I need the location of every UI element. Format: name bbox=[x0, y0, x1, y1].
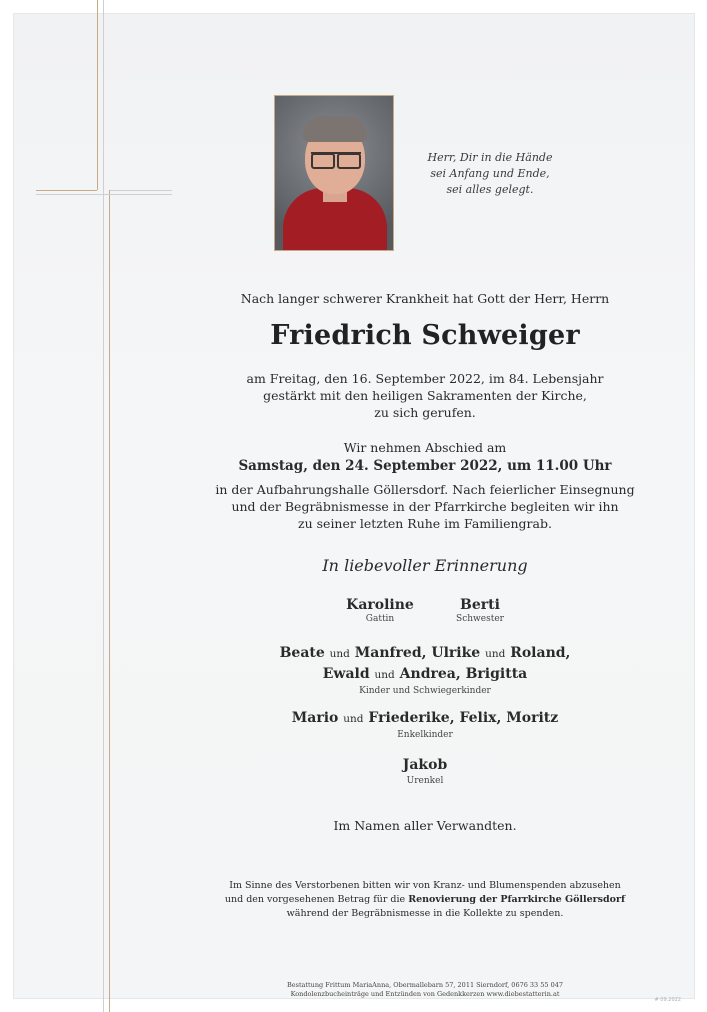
mourner-name: Moritz bbox=[506, 710, 559, 726]
memory-heading: In liebevoller Erinnerung bbox=[322, 556, 528, 575]
separator: , bbox=[421, 645, 427, 661]
donation-line: Im Sinne des Verstorbenen bitten wir von Kranz- und Blumenspenden abzusehen bbox=[229, 880, 621, 891]
mourner-role: Enkelkinder bbox=[397, 730, 453, 740]
ceremony-line: und der Begräbnismesse in der Pfarrkirche begleiten wir ihn bbox=[231, 499, 619, 514]
mourner-name: Mario bbox=[291, 710, 339, 726]
ceremony-line: zu seiner letzten Ruhe im Familiengrab. bbox=[298, 516, 552, 531]
relatives-line: Im Namen aller Verwandten. bbox=[333, 818, 517, 833]
mourners-great-grandchildren bbox=[160, 755, 690, 787]
footer-line: Bestattung Frittum MariaAnna, Obermallebarn 57, 2011 Sierndorf, 0676 33 55 047 bbox=[286, 981, 563, 989]
death-notice bbox=[160, 370, 690, 421]
footer-line: Kondolenzbucheinträge und Entzünden von Gedenkkerzen www.diebestatterin.at bbox=[290, 990, 560, 998]
mourner-name: Manfred bbox=[354, 645, 422, 661]
mourner-name: Ulrike bbox=[431, 645, 481, 661]
mourner-role: Schwester bbox=[456, 614, 504, 624]
donation-line bbox=[160, 893, 690, 907]
quote-line: sei Anfang und Ende, bbox=[430, 167, 550, 180]
mourners-children bbox=[160, 643, 690, 697]
deceased-name: Friedrich Schweiger bbox=[270, 320, 580, 351]
mourner-name: Friederike bbox=[368, 710, 450, 726]
mourner-name: Ewald bbox=[322, 666, 370, 682]
mourners-grandchildren bbox=[160, 708, 690, 741]
print-code: # 09.2022 bbox=[654, 997, 681, 1003]
mourner-name: Brigitta bbox=[465, 666, 528, 682]
mourner-role: Urenkel bbox=[406, 776, 444, 786]
death-line: gestärkt mit den heiligen Sakramenten der Kirche, bbox=[263, 388, 587, 403]
mourner-name: Andrea bbox=[399, 666, 456, 682]
cross-line bbox=[97, 0, 98, 190]
ceremony-details bbox=[160, 481, 690, 532]
connector: und bbox=[374, 669, 395, 681]
donation-cause: Renovierung der Pfarrkirche Göllersdorf bbox=[408, 894, 626, 905]
donation-text: und den vorgesehenen Betrag für die bbox=[224, 894, 406, 905]
separator: , bbox=[565, 645, 571, 661]
mourner-name: Beate bbox=[279, 645, 325, 661]
mourner-name: Jakob bbox=[402, 757, 448, 773]
connector: und bbox=[485, 648, 506, 660]
quote-line: Herr, Dir in die Hände bbox=[427, 151, 553, 164]
cross-line bbox=[103, 0, 104, 1012]
mourner-name: Felix bbox=[459, 710, 497, 726]
mourner-role: Kinder und Schwiegerkinder bbox=[359, 686, 491, 696]
cross-line bbox=[36, 190, 97, 191]
farewell-intro: Wir nehmen Abschied am bbox=[343, 440, 507, 455]
ceremony-line: in der Aufbahrungshalle Göllersdorf. Nach feierlicher Einsegnung bbox=[215, 482, 635, 497]
death-line: zu sich gerufen. bbox=[374, 405, 476, 420]
separator: , bbox=[449, 710, 455, 726]
donation-line: während der Begräbnismesse in die Kollekte zu spenden. bbox=[286, 908, 564, 919]
separator: , bbox=[455, 666, 461, 682]
funeral-date: Samstag, den 24. September 2022, um 11.00 Uhr bbox=[238, 458, 612, 474]
quote-line: sei alles gelegt. bbox=[446, 183, 534, 196]
mourner-name: Roland bbox=[510, 645, 566, 661]
intro-text: Nach langer schwerer Krankheit hat Gott der Herr, Herrn bbox=[240, 291, 610, 306]
cross-line bbox=[110, 190, 172, 191]
undertaker-footer bbox=[160, 981, 690, 999]
cross-line bbox=[109, 190, 110, 1012]
mourner-role: Gattin bbox=[365, 614, 395, 624]
mourner-spouse bbox=[330, 597, 430, 625]
mourner-name: Berti bbox=[460, 597, 500, 613]
separator: , bbox=[496, 710, 502, 726]
mourner-name: Karoline bbox=[346, 597, 414, 613]
death-line: am Freitag, den 16. September 2022, im 84. Lebensjahr bbox=[246, 371, 604, 386]
connector: und bbox=[343, 713, 364, 725]
bible-quote bbox=[410, 150, 570, 198]
cross-line bbox=[36, 194, 172, 195]
mourner-sister bbox=[440, 597, 520, 625]
connector: und bbox=[329, 648, 350, 660]
portrait-photo bbox=[274, 95, 394, 251]
donation-request bbox=[160, 879, 690, 921]
